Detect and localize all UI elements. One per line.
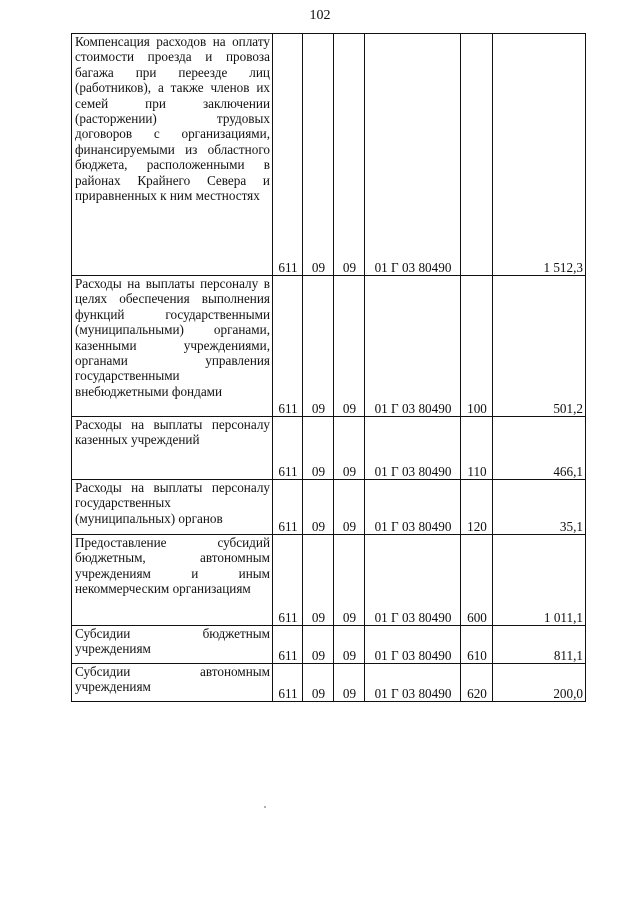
expense-type-cell: 110 [461, 417, 493, 480]
target-article-cell: 01 Г 03 80490 [365, 535, 461, 626]
row-name-cell: Расходы на выплаты персоналу казенных учреждений [72, 417, 273, 480]
amount-cell: 811,1 [493, 626, 586, 664]
target-article-cell: 01 Г 03 80490 [365, 417, 461, 480]
section-code-cell: 09 [303, 480, 334, 535]
ministry-code-cell: 611 [273, 417, 303, 480]
subsection-code-cell: 09 [334, 535, 365, 626]
section-code-cell: 09 [303, 34, 334, 276]
row-name-cell: Субсидии автономным учреждениям [72, 664, 273, 702]
section-code-cell: 09 [303, 664, 334, 702]
budget-table [71, 33, 586, 702]
expense-type-cell [461, 34, 493, 276]
table-row [72, 626, 586, 664]
table-row [72, 535, 586, 626]
ministry-code-cell: 611 [273, 664, 303, 702]
table-row [72, 417, 586, 480]
section-code-cell: 09 [303, 535, 334, 626]
subsection-code-cell: 09 [334, 664, 365, 702]
expense-type-cell: 620 [461, 664, 493, 702]
amount-cell: 35,1 [493, 480, 586, 535]
subsection-code-cell: 09 [334, 480, 365, 535]
table-row [72, 480, 586, 535]
scan-speck [264, 806, 266, 808]
amount-cell: 1 512,3 [493, 34, 586, 276]
section-code-cell: 09 [303, 276, 334, 417]
table-row [72, 664, 586, 702]
target-article-cell: 01 Г 03 80490 [365, 34, 461, 276]
amount-cell: 501,2 [493, 276, 586, 417]
target-article-cell: 01 Г 03 80490 [365, 626, 461, 664]
row-name-cell: Субсидии бюджетным учреждениям [72, 626, 273, 664]
row-name-cell: Расходы на выплаты персоналу государственных (муниципальных) органов [72, 480, 273, 535]
table-row [72, 276, 586, 417]
subsection-code-cell: 09 [334, 626, 365, 664]
expense-type-cell: 600 [461, 535, 493, 626]
expense-type-cell: 610 [461, 626, 493, 664]
ministry-code-cell: 611 [273, 480, 303, 535]
target-article-cell: 01 Г 03 80490 [365, 480, 461, 535]
subsection-code-cell: 09 [334, 417, 365, 480]
amount-cell: 466,1 [493, 417, 586, 480]
row-name-cell: Предоставление субсидий бюджетным, автономным учреждениям и иным некоммерческим организациям [72, 535, 273, 626]
section-code-cell: 09 [303, 417, 334, 480]
ministry-code-cell: 611 [273, 34, 303, 276]
page-number: 102 [309, 8, 331, 23]
target-article-cell: 01 Г 03 80490 [365, 664, 461, 702]
budget-table-body [72, 34, 586, 702]
target-article-cell: 01 Г 03 80490 [365, 276, 461, 417]
expense-type-cell: 100 [461, 276, 493, 417]
ministry-code-cell: 611 [273, 626, 303, 664]
table-row [72, 34, 586, 276]
row-name-cell: Компенсация расходов на оплату стоимости проезда и провоза багажа при переезде лиц (работников), а также членов их семей при заключении (расторжении) трудовых договоров с организациями, финансируемыми из областного бюджета, расположенными в районах Крайнего Севера и приравненных к ним местностях [72, 34, 273, 276]
row-name-cell: Расходы на выплаты персоналу в целях обеспечения выполнения функций государственными (муниципальными) органами, казенными учреждениями, органами управления государственными внебюджетными фондами [72, 276, 273, 417]
subsection-code-cell: 09 [334, 34, 365, 276]
expense-type-cell: 120 [461, 480, 493, 535]
subsection-code-cell: 09 [334, 276, 365, 417]
ministry-code-cell: 611 [273, 276, 303, 417]
amount-cell: 200,0 [493, 664, 586, 702]
amount-cell: 1 011,1 [493, 535, 586, 626]
ministry-code-cell: 611 [273, 535, 303, 626]
section-code-cell: 09 [303, 626, 334, 664]
